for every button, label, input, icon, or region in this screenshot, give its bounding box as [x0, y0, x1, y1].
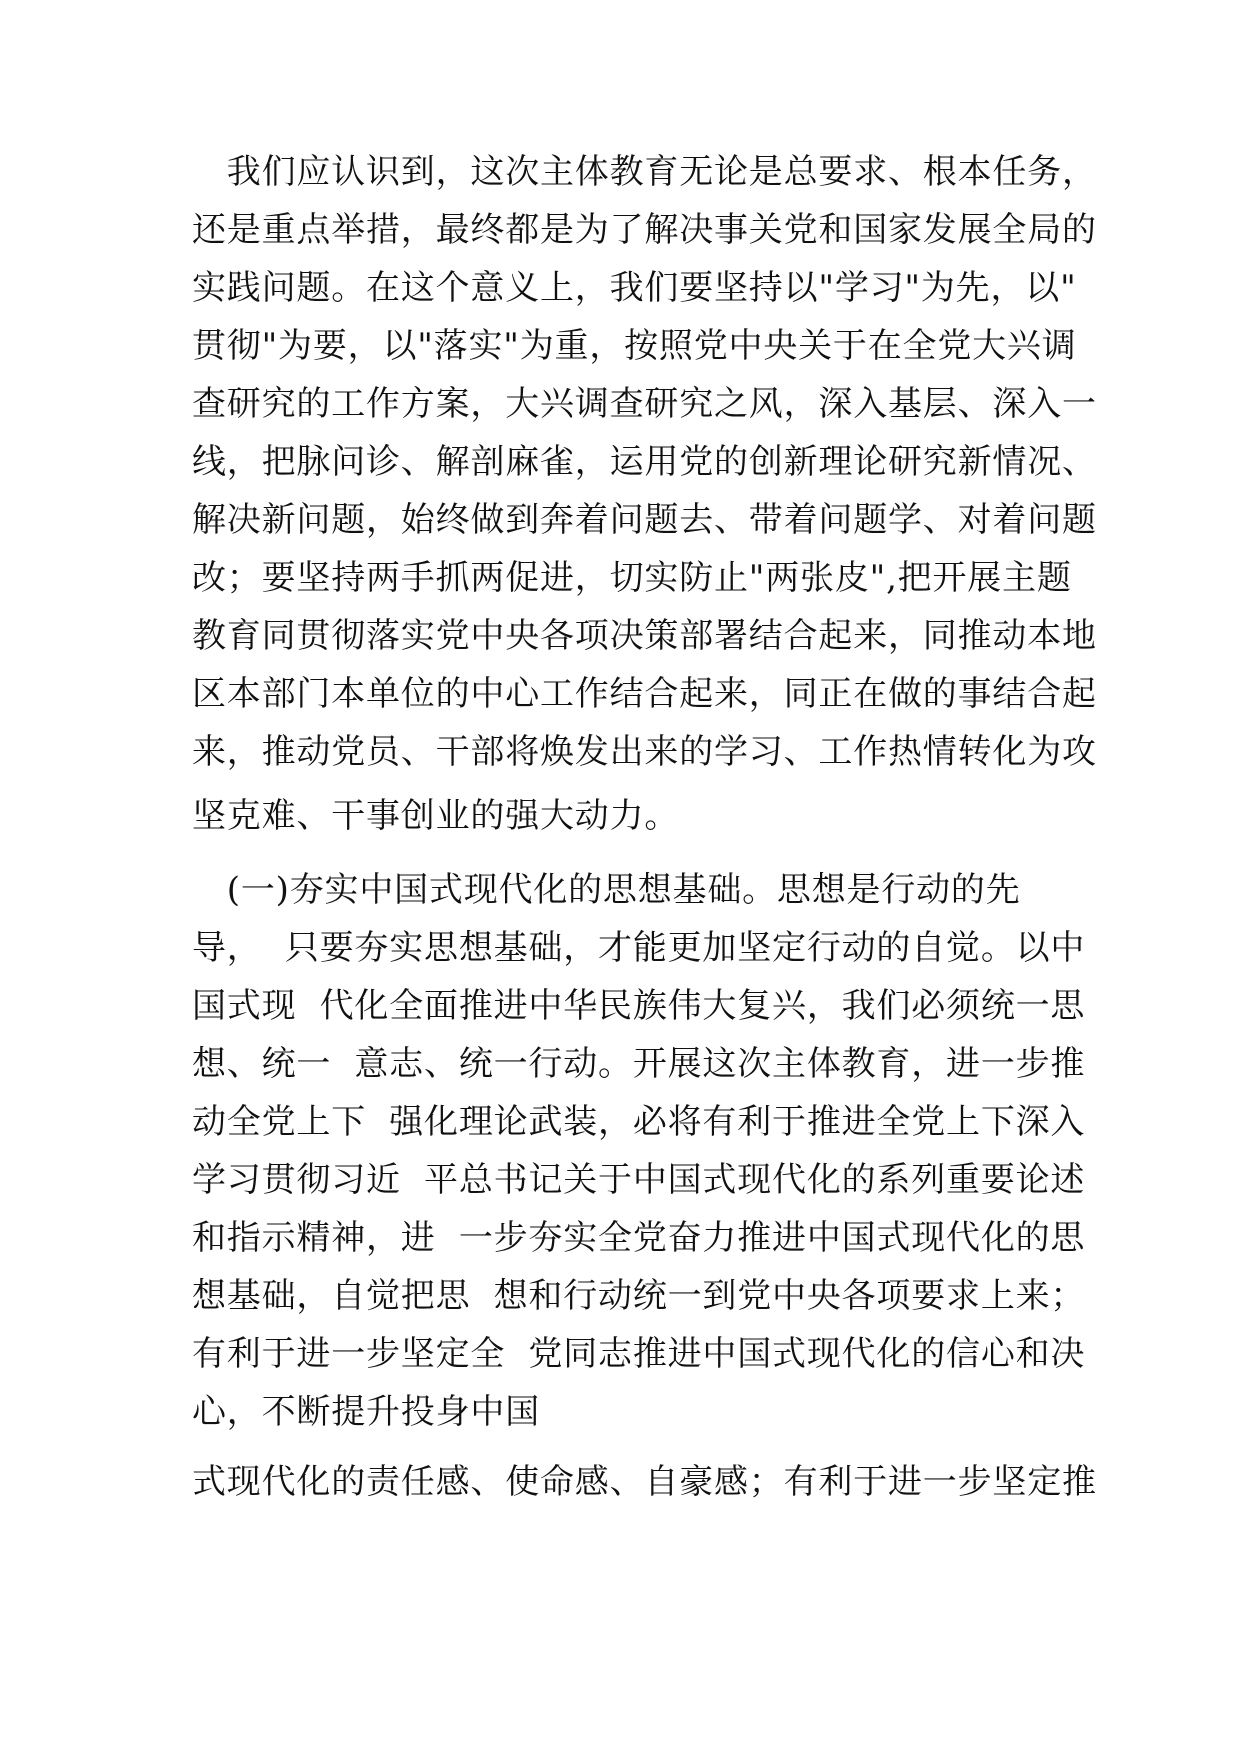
text-line: 改；要坚持两手抓两促进，切实防止"两张皮",把开展主题 [192, 558, 1072, 598]
text-line: 线，把脉问诊、解剖麻雀，运用党的创新理论研究新情况、 [192, 442, 1097, 482]
text-line: 想基础，自觉把思 想和行动统一到党中央各项要求上来； [192, 1276, 1086, 1316]
text-line: 实践问题。在这个意义上，我们要坚持以"学习"为先，以" [192, 268, 1077, 308]
text-line: 解决新问题，始终做到奔着问题去、带着问题学、对着问题 [192, 500, 1097, 540]
text-line: 来，推动党员、干部将焕发出来的学习、工作热情转化为攻 [192, 732, 1097, 772]
text-line: 还是重点举措，最终都是为了解决事关党和国家发展全局的 [192, 210, 1097, 250]
text-line: 教育同贯彻落实党中央各项决策部署结合起来，同推动本地 [192, 616, 1097, 656]
text-line: 心，不断提升投身中国 [192, 1392, 540, 1432]
text-line: 国式现 代化全面推进中华民族伟大复兴，我们必须统一思 [192, 986, 1086, 1026]
text-line: 动全党上下 强化理论武装，必将有利于推进全党上下深入 [192, 1102, 1086, 1142]
text-line: 区本部门本单位的中心工作结合起来，同正在做的事结合起 [192, 674, 1097, 714]
text-line: 式现代化的责任感、使命感、自豪感；有利于进一步坚定推 [192, 1462, 1097, 1502]
section-heading-line: (一)夯实中国式现代化的思想基础。思想是行动的先 [192, 870, 1021, 910]
text-line: 我们应认识到，这次主体教育无论是总要求、根本任务， [192, 152, 1097, 192]
text-line: 学习贯彻习近 平总书记关于中国式现代化的系列重要论述 [192, 1160, 1086, 1200]
text-line: 想、统一 意志、统一行动。开展这次主体教育，进一步推 [192, 1044, 1086, 1084]
text-line: 坚克难、干事创业的强大动力。 [192, 796, 680, 836]
text-line: 贯彻"为要，以"落实"为重，按照党中央关于在全党大兴调 [192, 326, 1077, 366]
text-line: 导， 只要夯实思想基础，才能更加坚定行动的自觉。以中 [192, 928, 1086, 968]
text-line: 和指示精神，进 一步夯实全党奋力推进中国式现代化的思 [192, 1218, 1086, 1258]
text-line: 查研究的工作方案，大兴调查研究之风，深入基层、深入一 [192, 384, 1097, 424]
text-line: 有利于进一步坚定全 党同志推进中国式现代化的信心和决 [192, 1334, 1086, 1374]
